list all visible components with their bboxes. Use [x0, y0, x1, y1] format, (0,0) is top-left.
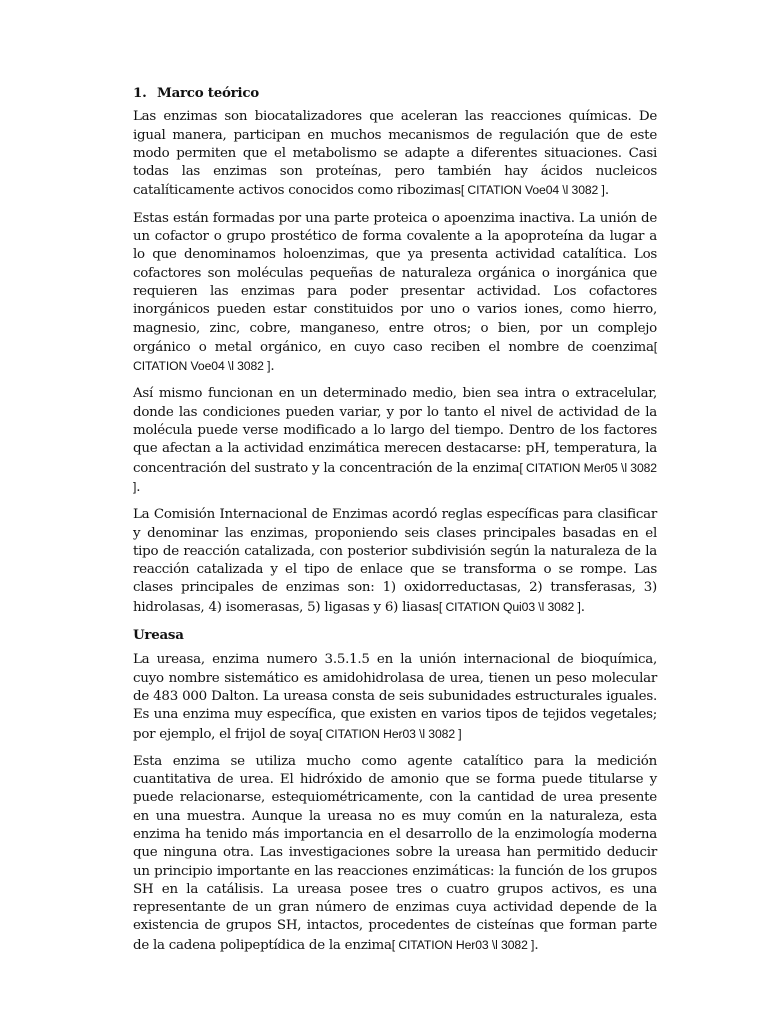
- citation-field[interactable]: [ CITATION Her03 \l 3082 ]: [319, 726, 462, 741]
- paragraph-tail: .: [580, 599, 585, 615]
- document-body: [133, 84, 657, 964]
- citation-field[interactable]: [ CITATION Her03 \l 3082 ]: [391, 937, 535, 952]
- paragraph-text: La ureasa, enzima numero 3.5.1.5 en la unión internacional de bioquímica, cuyo nombre sistemático es amidohidrolasa de urea, tienen un peso molecular de 483 000 Dalton. La ureasa consta de seis subunidades estructurales iguales. Es una enzima muy específica, que existen en varios tipos de tejidos vegetales; por ejemplo, el frijol de soya: [133, 652, 657, 742]
- paragraph-activity-factors: [133, 385, 657, 497]
- paragraph-text: Estas están formadas por una parte proteica o apoenzima inactiva. La unión de un cofactor o grupo prostético de forma covalente a la apoproteína da lugar a lo que denominamos holoenzimas, que ya presenta actividad catalítica. Los cofactores son moléculas pequeñas de naturaleza orgánica o inorgánica que requieren las enzimas para poder presentar actividad. Los cofactores inorgánicos pueden estar constituidos por uno o varios iones, como hierro, magnesio, zinc, cobre, manganeso, entre otros; o bien, por un complejo orgánico o metal orgánico, en cuyo caso reciben el nombre de coenzima: [133, 210, 657, 355]
- subsection-heading: Ureasa: [133, 627, 184, 644]
- paragraph-ureasa-definition: [133, 651, 657, 743]
- paragraph-tail: .: [534, 937, 539, 953]
- section-heading: [133, 84, 657, 102]
- paragraph-text: Las enzimas son biocatalizadores que aceleran las reacciones químicas. De igual manera, participan en muchos mecanismos de regulación que de este modo permiten que el metabolismo se adapte a diferentes situaciones. Casi todas las enzimas son proteínas, pero también hay ácidos nucleicos catalíticamente activos conocidos como ribozimas: [133, 109, 657, 199]
- paragraph-tail: .: [604, 183, 609, 199]
- section-number: 1.: [133, 85, 147, 101]
- paragraph-classification: [133, 506, 657, 617]
- section-title: Marco teórico: [157, 85, 259, 101]
- paragraph-cofactors: [133, 210, 657, 377]
- citation-field[interactable]: [ CITATION Voe04 \l 3082 ]: [133, 339, 657, 374]
- paragraph-text: Esta enzima se utiliza mucho como agente catalítico para la medición cuantitativa de urea. El hidróxido de amonio que se forma puede titularse y puede relacionarse, estequiométricamente, con la cantidad de urea presente en una muestra. Aunque la ureasa no es muy común en la naturaleza, esta enzima ha tenido más importancia en el desarrollo de la enzimología moderna que ninguna otra. Las investigaciones sobre la ureasa han permitido deducir un principio importante en las reacciones enzimáticas: la función de los grupos SH en la catálisis. La ureasa posee tres o cuatro grupos activos, es una representante de un gran número de enzimas cuya actividad depende de la existencia de grupos SH, intactos, procedentes de cisteínas que forman parte de la cadena polipeptídica de la enzima: [133, 753, 657, 953]
- paragraph-enzymes-intro: [133, 108, 657, 200]
- paragraph-text: La Comisión Internacional de Enzimas acordó reglas específicas para clasificar y denominar las enzimas, proponiendo seis clases principales basadas en el tipo de reacción catalizada, con posterior subdivisión según la naturaleza de la reacción catalizada y el tipo de enlace que se transforma o se rompe. Las clases principales de enzimas son: 1) oxidorreductasas, 2) transferasas, 3) hidrolasas, 4) isomerasas, 5) ligasas y 6) liasas: [133, 507, 657, 615]
- citation-field[interactable]: [ CITATION Voe04 \l 3082 ]: [460, 183, 605, 198]
- paragraph-ureasa-uses: [133, 753, 657, 955]
- citation-field[interactable]: [ CITATION Qui03 \l 3082 ]: [438, 599, 581, 614]
- citation-field[interactable]: [ CITATION Mer05 \l 3082 ]: [133, 460, 657, 494]
- paragraph-tail: .: [270, 359, 275, 375]
- paragraph-tail: .: [136, 479, 141, 495]
- paragraph-text: Así mismo funcionan en un determinado medio, bien sea intra o extracelular, donde las condiciones pueden variar, y por lo tanto el nivel de actividad de la molécula puede verse modificado a lo largo del tiempo. Dentro de los factores que afectan a la actividad enzimática merecen destacarse: pH, temperatura, la concentración del sustrato y la concentración de la enzima: [133, 386, 657, 476]
